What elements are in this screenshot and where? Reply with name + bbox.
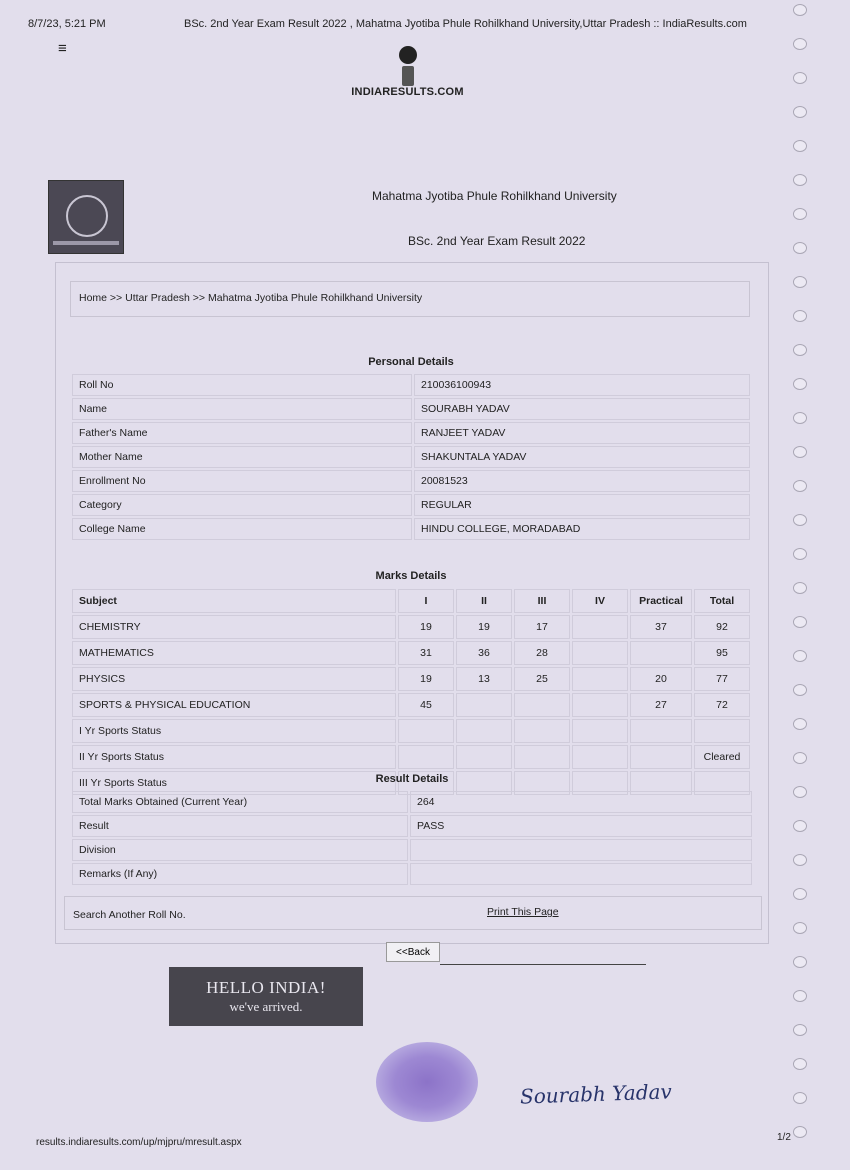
binder-hole-icon bbox=[793, 718, 807, 730]
marks-cell bbox=[398, 719, 454, 743]
binder-hole-icon bbox=[793, 616, 807, 628]
table-row bbox=[72, 641, 750, 665]
binder-hole-icon bbox=[793, 310, 807, 322]
binder-hole-icon bbox=[793, 344, 807, 356]
marks-cell: 13 bbox=[456, 667, 512, 691]
marks-cell: 27 bbox=[630, 693, 692, 717]
handwritten-signature: Sourabh Yadav bbox=[519, 1079, 673, 1109]
hello-india-banner[interactable] bbox=[169, 967, 363, 1026]
total-marks-value: 264 bbox=[410, 791, 752, 813]
marks-cell: 72 bbox=[694, 693, 750, 717]
binder-hole-icon bbox=[793, 446, 807, 458]
binder-holes bbox=[790, 0, 820, 1170]
table-row bbox=[72, 839, 752, 861]
table-row bbox=[72, 693, 750, 717]
back-button[interactable]: <<Back bbox=[386, 942, 440, 962]
binder-hole-icon bbox=[793, 276, 807, 288]
column-header: IV bbox=[572, 589, 628, 613]
divider bbox=[440, 964, 646, 965]
column-header: Total bbox=[694, 589, 750, 613]
print-datetime: 8/7/23, 5:21 PM bbox=[28, 18, 106, 30]
marks-cell: 20 bbox=[630, 667, 692, 691]
row-value: 20081523 bbox=[414, 470, 750, 492]
thumbprint-icon bbox=[376, 1042, 478, 1122]
binder-hole-icon bbox=[793, 922, 807, 934]
table-row bbox=[72, 863, 752, 885]
table-row bbox=[72, 791, 752, 813]
column-header: Subject bbox=[72, 589, 396, 613]
binder-hole-icon bbox=[793, 140, 807, 152]
marks-cell: Cleared bbox=[694, 745, 750, 769]
table-row bbox=[72, 494, 750, 516]
logo-text: INDIARESULTS.COM bbox=[351, 86, 464, 98]
table-row bbox=[72, 719, 750, 743]
binder-hole-icon bbox=[793, 888, 807, 900]
marks-cell bbox=[514, 745, 570, 769]
row-label: Roll No bbox=[72, 374, 412, 396]
row-label: Name bbox=[72, 398, 412, 420]
binder-hole-icon bbox=[793, 174, 807, 186]
row-label: Total Marks Obtained (Current Year) bbox=[72, 791, 408, 813]
column-header: I bbox=[398, 589, 454, 613]
marks-cell: 77 bbox=[694, 667, 750, 691]
exam-title: BSc. 2nd Year Exam Result 2022 bbox=[408, 234, 586, 248]
row-value: REGULAR bbox=[414, 494, 750, 516]
binder-hole-icon bbox=[793, 990, 807, 1002]
row-label: College Name bbox=[72, 518, 412, 540]
remarks-value bbox=[410, 863, 752, 885]
binder-hole-icon bbox=[793, 412, 807, 424]
row-label: Father's Name bbox=[72, 422, 412, 444]
marks-cell: 19 bbox=[398, 667, 454, 691]
subject-cell: I Yr Sports Status bbox=[72, 719, 396, 743]
binder-hole-icon bbox=[793, 684, 807, 696]
row-value: RANJEET YADAV bbox=[414, 422, 750, 444]
binder-hole-icon bbox=[793, 1024, 807, 1036]
marks-cell bbox=[572, 693, 628, 717]
table-header-row bbox=[72, 589, 750, 613]
row-label: Remarks (If Any) bbox=[72, 863, 408, 885]
row-label: Enrollment No bbox=[72, 470, 412, 492]
binder-hole-icon bbox=[793, 582, 807, 594]
row-value: 210036100943 bbox=[414, 374, 750, 396]
hamburger-icon[interactable]: ≡ bbox=[58, 40, 67, 57]
binder-hole-icon bbox=[793, 38, 807, 50]
column-header: II bbox=[456, 589, 512, 613]
marks-cell bbox=[572, 667, 628, 691]
breadcrumb[interactable]: Home >> Uttar Pradesh >> Mahatma Jyotiba Phule Rohilkhand University bbox=[79, 292, 423, 304]
binder-hole-icon bbox=[793, 786, 807, 798]
marks-cell: 19 bbox=[398, 615, 454, 639]
marks-cell bbox=[572, 641, 628, 665]
personal-details-table bbox=[70, 350, 752, 542]
marks-cell: 31 bbox=[398, 641, 454, 665]
table-row bbox=[72, 518, 750, 540]
row-label: Category bbox=[72, 494, 412, 516]
search-another-roll-link[interactable]: Search Another Roll No. bbox=[73, 909, 186, 921]
row-label: Result bbox=[72, 815, 408, 837]
marks-details-table bbox=[70, 563, 752, 797]
row-value: HINDU COLLEGE, MORADABAD bbox=[414, 518, 750, 540]
table-row bbox=[72, 615, 750, 639]
marks-cell bbox=[456, 719, 512, 743]
result-value: PASS bbox=[410, 815, 752, 837]
marks-cell bbox=[630, 745, 692, 769]
table-row bbox=[72, 398, 750, 420]
subject-cell: III Yr Sports Status bbox=[72, 771, 396, 795]
division-value bbox=[410, 839, 752, 861]
site-logo[interactable] bbox=[350, 46, 465, 98]
binder-hole-icon bbox=[793, 4, 807, 16]
subject-cell: CHEMISTRY bbox=[72, 615, 396, 639]
binder-hole-icon bbox=[793, 1058, 807, 1070]
binder-hole-icon bbox=[793, 752, 807, 764]
banner-tagline: we've arrived. bbox=[229, 999, 303, 1014]
binder-hole-icon bbox=[793, 242, 807, 254]
binder-hole-icon bbox=[793, 1126, 807, 1138]
table-row bbox=[72, 667, 750, 691]
page-number: 1/2 bbox=[777, 1132, 791, 1143]
row-label: Division bbox=[72, 839, 408, 861]
marks-cell bbox=[630, 641, 692, 665]
university-seal-icon bbox=[48, 180, 124, 254]
marks-cell bbox=[456, 745, 512, 769]
table-row bbox=[72, 422, 750, 444]
university-name: Mahatma Jyotiba Phule Rohilkhand University bbox=[372, 189, 617, 203]
marks-cell: 28 bbox=[514, 641, 570, 665]
marks-cell: 92 bbox=[694, 615, 750, 639]
binder-hole-icon bbox=[793, 854, 807, 866]
marks-cell bbox=[572, 719, 628, 743]
binder-hole-icon bbox=[793, 956, 807, 968]
marks-cell: 19 bbox=[456, 615, 512, 639]
binder-hole-icon bbox=[793, 106, 807, 118]
marks-cell bbox=[630, 719, 692, 743]
marks-cell: 95 bbox=[694, 641, 750, 665]
marks-cell: 25 bbox=[514, 667, 570, 691]
marks-cell bbox=[572, 745, 628, 769]
footer-url: results.indiaresults.com/up/mjpru/mresult.aspx bbox=[36, 1137, 242, 1148]
binder-hole-icon bbox=[793, 820, 807, 832]
subject-cell: SPORTS & PHYSICAL EDUCATION bbox=[72, 693, 396, 717]
personal-details-heading: Personal Details bbox=[368, 356, 454, 368]
column-header: Practical bbox=[630, 589, 692, 613]
marks-cell bbox=[456, 693, 512, 717]
marks-cell: 45 bbox=[398, 693, 454, 717]
result-details-table bbox=[70, 767, 754, 887]
binder-hole-icon bbox=[793, 208, 807, 220]
subject-cell: PHYSICS bbox=[72, 667, 396, 691]
row-value: SOURABH YADAV bbox=[414, 398, 750, 420]
marks-cell: 36 bbox=[456, 641, 512, 665]
binder-hole-icon bbox=[793, 650, 807, 662]
print-page-title: BSc. 2nd Year Exam Result 2022 , Mahatma Jyotiba Phule Rohilkhand University,Uttar Pradesh :: IndiaResults.com bbox=[184, 18, 747, 30]
binder-hole-icon bbox=[793, 1092, 807, 1104]
binder-hole-icon bbox=[793, 72, 807, 84]
row-value: SHAKUNTALA YADAV bbox=[414, 446, 750, 468]
table-row bbox=[72, 446, 750, 468]
subject-cell: II Yr Sports Status bbox=[72, 745, 396, 769]
binder-hole-icon bbox=[793, 514, 807, 526]
marks-details-heading: Marks Details bbox=[375, 570, 447, 582]
column-header: III bbox=[514, 589, 570, 613]
marks-cell bbox=[572, 615, 628, 639]
table-row bbox=[72, 374, 750, 396]
marks-cell bbox=[694, 719, 750, 743]
table-row bbox=[72, 815, 752, 837]
marks-cell bbox=[398, 745, 454, 769]
result-details-heading: Result Details bbox=[375, 773, 449, 785]
marks-cell: 37 bbox=[630, 615, 692, 639]
marks-cell bbox=[514, 719, 570, 743]
table-row bbox=[72, 470, 750, 492]
binder-hole-icon bbox=[793, 548, 807, 560]
marks-cell bbox=[514, 693, 570, 717]
binder-hole-icon bbox=[793, 480, 807, 492]
marks-cell: 17 bbox=[514, 615, 570, 639]
print-page-link[interactable]: Print This Page bbox=[487, 906, 559, 918]
subject-cell: MATHEMATICS bbox=[72, 641, 396, 665]
banner-headline: HELLO INDIA! bbox=[206, 978, 326, 997]
table-row bbox=[72, 745, 750, 769]
row-label: Mother Name bbox=[72, 446, 412, 468]
binder-hole-icon bbox=[793, 378, 807, 390]
logo-icon bbox=[397, 46, 419, 86]
